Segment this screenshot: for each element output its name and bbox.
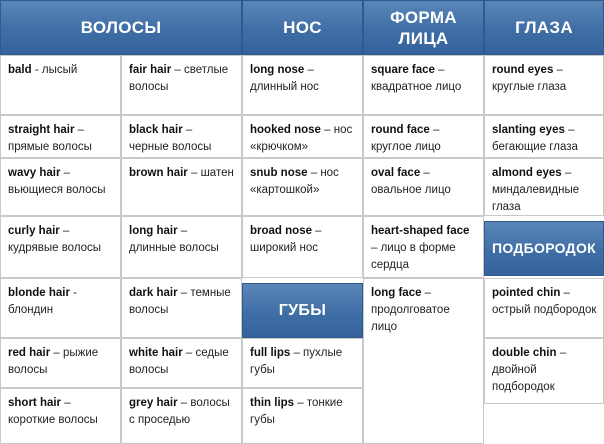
term-cell: hooked nose – нос «крючком» — [242, 115, 363, 158]
term-cell: slanting eyes – бегающие глаза — [484, 115, 604, 158]
header-hair: ВОЛОСЫ — [0, 0, 242, 55]
term-cell: fair hair – светлые волосы — [121, 55, 242, 115]
term-cell: dark hair – темные волосы — [121, 278, 242, 338]
term-cell: long nose – длинный нос — [242, 55, 363, 115]
term-cell: wavy hair – вьющиеся волосы — [0, 158, 121, 216]
term-cell: black hair – черные волосы — [121, 115, 242, 158]
header-nose: НОС — [242, 0, 363, 55]
empty-area — [485, 405, 604, 444]
term-cell: snub nose – нос «картошкой» — [242, 158, 363, 216]
term-cell: white hair – седые волосы — [121, 338, 242, 388]
term-cell: pointed chin – острый подбородок — [484, 278, 604, 338]
term-cell: heart-shaped face – лицо в форме сердца — [363, 216, 484, 278]
term-cell: short hair – короткие волосы — [0, 388, 121, 444]
header-lips: ГУБЫ — [242, 283, 363, 338]
term-cell: broad nose – широкий нос — [242, 216, 363, 278]
header-face-shape: ФОРМА ЛИЦА — [363, 0, 484, 55]
term-cell: straight hair – прямые волосы — [0, 115, 121, 158]
term-cell: oval face – овальное лицо — [363, 158, 484, 216]
term-cell: blonde hair - блондин — [0, 278, 121, 338]
header-eyes: ГЛАЗА — [484, 0, 604, 55]
header-chin: ПОДБОРОДОК — [484, 221, 604, 276]
term-cell: almond eyes – миндалевидные глаза — [484, 158, 604, 216]
term-cell: curly hair – кудрявые волосы — [0, 216, 121, 278]
term-cell: square face – квадратное лицо — [363, 55, 484, 115]
term-cell: long face – продолговатое лицо — [363, 278, 484, 444]
term-cell: full lips – пухлые губы — [242, 338, 363, 388]
term-cell: round face – круглое лицо — [363, 115, 484, 158]
term-cell: brown hair – шатен — [121, 158, 242, 216]
term-cell: thin lips – тонкие губы — [242, 388, 363, 444]
term-cell: grey hair – волосы с проседью — [121, 388, 242, 444]
term-cell: red hair – рыжие волосы — [0, 338, 121, 388]
term-cell: bald - лысый — [0, 55, 121, 115]
term-cell: double chin – двойной подбородок — [484, 338, 604, 404]
term-cell: long hair – длинные волосы — [121, 216, 242, 278]
term-cell: round eyes – круглые глаза — [484, 55, 604, 115]
